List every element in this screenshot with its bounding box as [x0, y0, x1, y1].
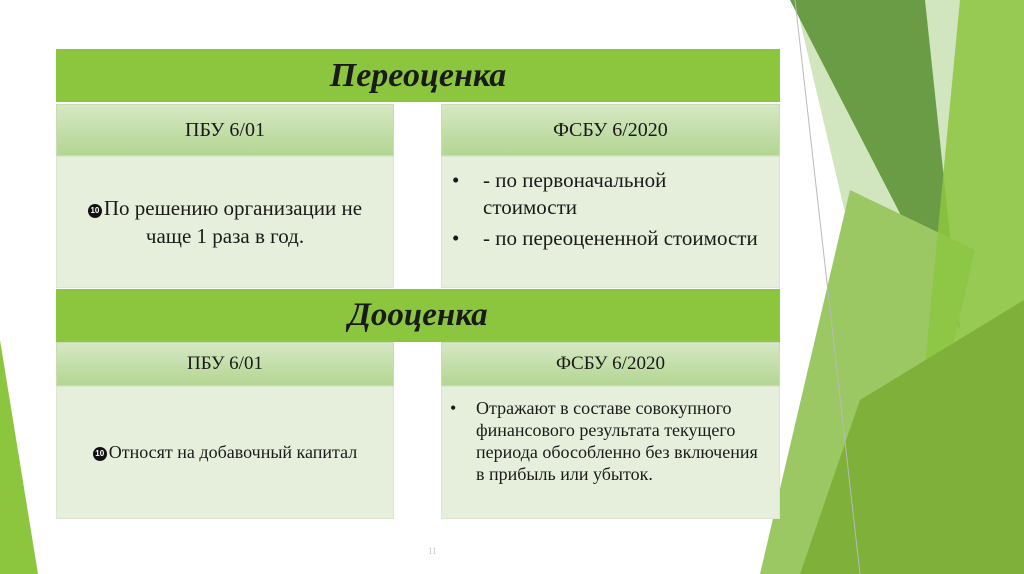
- section2-right-list: [450, 397, 759, 485]
- section2-title-banner: [56, 289, 780, 342]
- section1-title: Переоценка: [329, 56, 507, 94]
- section2-right-header-label: ФСБУ 6/2020: [556, 353, 665, 374]
- left-green-sliver: [0, 340, 38, 574]
- section1-right-list: [452, 167, 759, 252]
- section1-right-body: [441, 156, 780, 288]
- section2-left-text: Относят на добавочный капитал: [108, 442, 358, 462]
- section1-left-text: По решению организации не чаще 1 раза в год.: [103, 196, 363, 248]
- section2-left-header-label: ПБУ 6/01: [187, 353, 263, 374]
- bullet-icon: •: [452, 168, 460, 192]
- section1-left-header-label: ПБУ 6/01: [185, 118, 265, 141]
- page-number: 11: [428, 546, 437, 556]
- section1-title-banner: [56, 49, 780, 102]
- section2-right-header: [441, 342, 780, 386]
- numbered-bullet-icon: 10: [88, 204, 102, 218]
- section1-right-item-1: - по первоначальной стоимости: [483, 168, 667, 219]
- section2-left-body: [56, 386, 394, 519]
- section2-right-body: [441, 386, 780, 519]
- list-item: [450, 397, 759, 485]
- section1-right-header: [441, 104, 780, 156]
- list-item: [452, 167, 759, 221]
- section2-right-item-1: Отражают в составе совокупного финансового результата текущего периода обособленно без включения в прибыль или убыток.: [476, 398, 758, 484]
- bullet-icon: •: [450, 398, 457, 418]
- list-item: [452, 225, 759, 252]
- section1-right-item-2: - по переоцененной стоимости: [483, 226, 758, 250]
- section2-title: Дооценка: [348, 297, 488, 333]
- section1-left-header: [56, 104, 394, 156]
- section1-right-header-label: ФСБУ 6/2020: [553, 118, 668, 141]
- section2-left-header: [56, 342, 394, 386]
- section1-left-body: [56, 156, 394, 288]
- numbered-bullet-icon: 10: [93, 447, 107, 461]
- bullet-icon: •: [452, 226, 460, 250]
